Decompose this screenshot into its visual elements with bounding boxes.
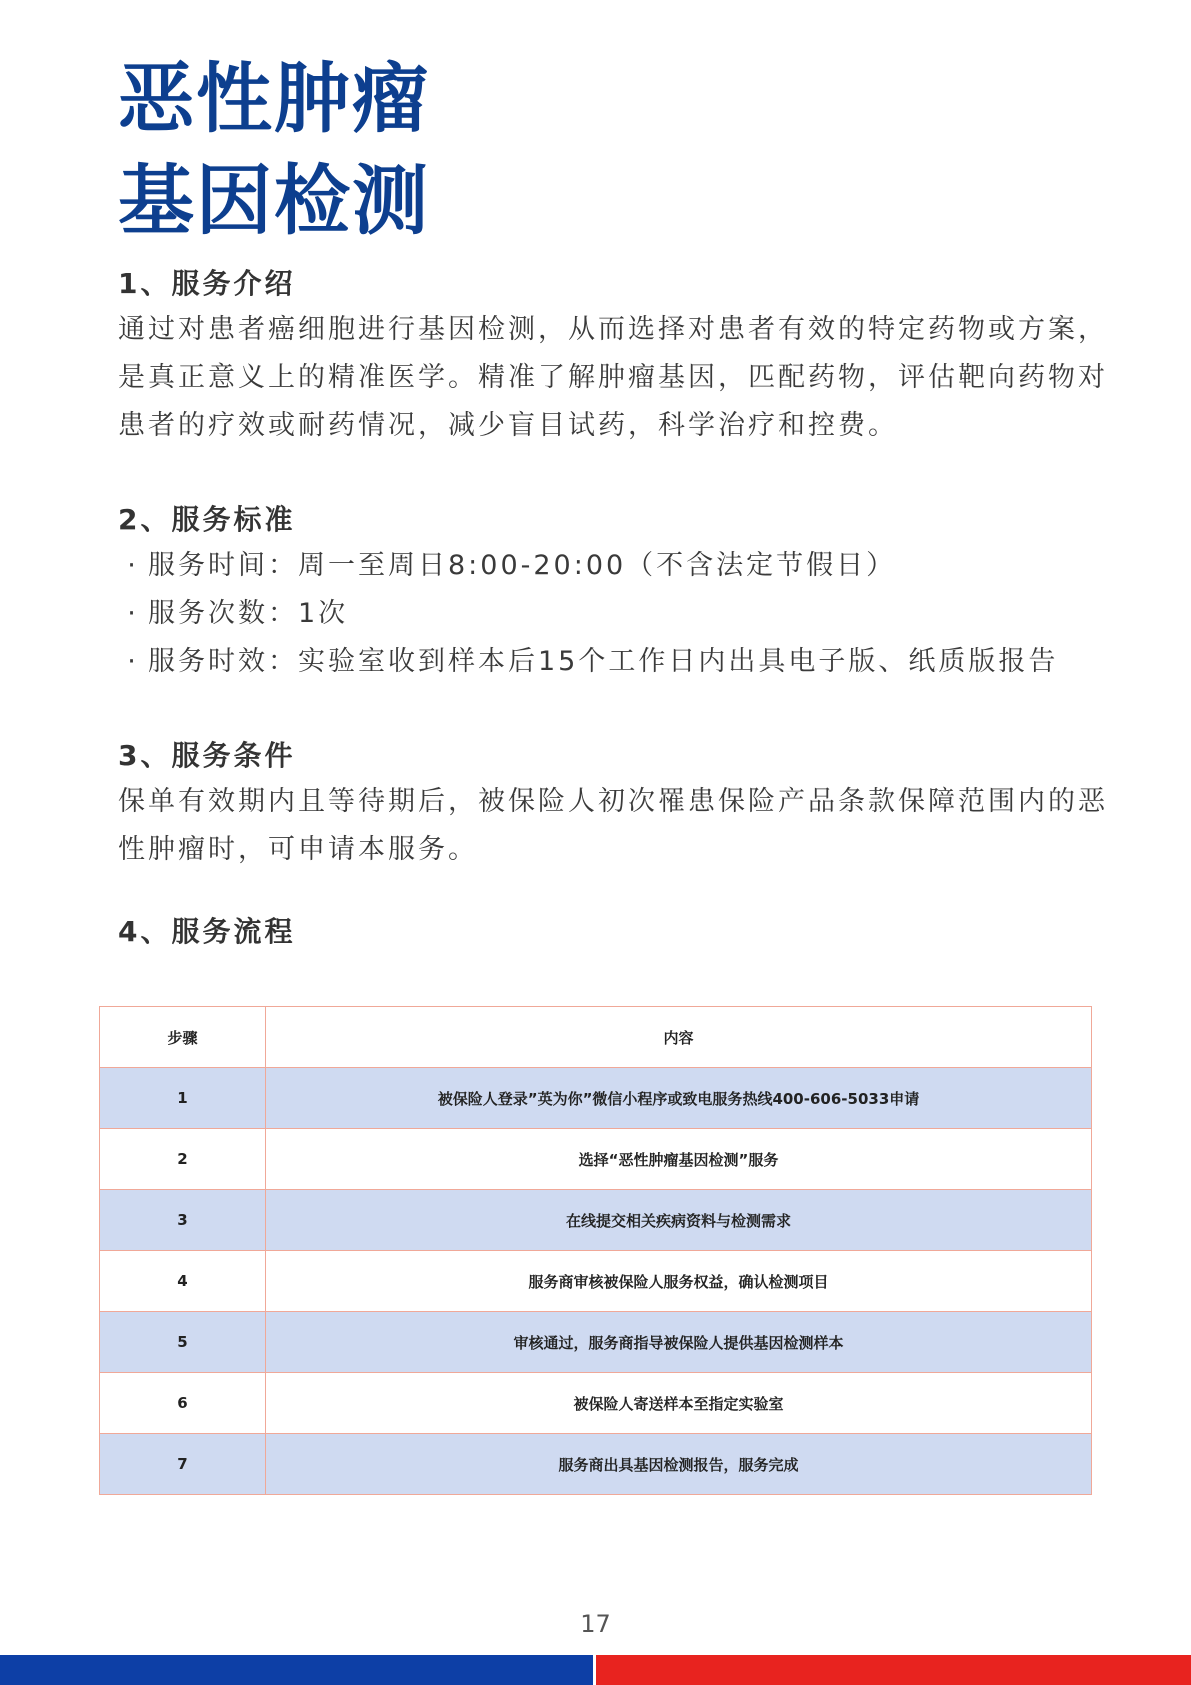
page-title [118, 48, 430, 252]
bullet-text: 服务时效：实验室收到样本后15个工作日内出具电子版、纸质版报告 [148, 646, 1059, 677]
section-heading-conditions: 3、服务条件 [118, 739, 296, 772]
table-row [100, 1190, 1092, 1251]
step-cell: 6 [100, 1373, 266, 1434]
process-table [99, 1006, 1092, 1495]
page-number: 17 [580, 1610, 611, 1638]
bullet-text: 服务时间：周一至周日8:00-20:00（不含法定节假日） [148, 550, 897, 581]
content-cell: 被保险人寄送样本至指定实验室 [266, 1373, 1092, 1434]
footer-bar-blue [0, 1655, 593, 1685]
table-header-row [100, 1007, 1092, 1068]
bullet-dot-icon: · [127, 550, 139, 581]
table-row [100, 1068, 1092, 1129]
header-content: 内容 [266, 1007, 1092, 1068]
bullet-item [118, 542, 1108, 590]
step-cell: 2 [100, 1129, 266, 1190]
step-cell: 5 [100, 1312, 266, 1373]
content-cell: 服务商审核被保险人服务权益，确认检测项目 [266, 1251, 1092, 1312]
step-cell: 1 [100, 1068, 266, 1129]
content-cell: 审核通过，服务商指导被保险人提供基因检测样本 [266, 1312, 1092, 1373]
section-heading-process: 4、服务流程 [118, 915, 296, 948]
header-step: 步骤 [100, 1007, 266, 1068]
step-cell: 4 [100, 1251, 266, 1312]
content-cell: 选择“恶性肿瘤基因检测”服务 [266, 1129, 1092, 1190]
section-heading-standard: 2、服务标准 [118, 503, 296, 536]
step-cell: 7 [100, 1434, 266, 1495]
page-title-line-2: 基因检测 [118, 156, 430, 245]
table-row [100, 1251, 1092, 1312]
conditions-text: 保单有效期内且等待期后，被保险人初次罹患保险产品条款保障范围内的恶性肿瘤时，可申请本服务。 [118, 786, 1108, 865]
table-row [100, 1129, 1092, 1190]
content-cell: 在线提交相关疾病资料与检测需求 [266, 1190, 1092, 1251]
table-row [100, 1434, 1092, 1495]
section-heading-intro: 1、服务介绍 [118, 267, 296, 300]
footer-bar-red [596, 1655, 1191, 1685]
step-cell: 3 [100, 1190, 266, 1251]
bullet-dot-icon: · [127, 598, 139, 629]
intro-text: 通过对患者癌细胞进行基因检测，从而选择对患者有效的特定药物或方案，是真正意义上的精准医学。精准了解肿瘤基因，匹配药物，评估靶向药物对患者的疗效或耐药情况，减少盲目试药，科学治疗和控费。 [118, 314, 1108, 441]
page-title-line-1: 恶性肿瘤 [118, 54, 430, 143]
bullet-dot-icon: · [127, 646, 139, 677]
table-row [100, 1373, 1092, 1434]
table-row [100, 1312, 1092, 1373]
bullet-text: 服务次数：1次 [148, 598, 349, 629]
content-cell: 被保险人登录”英为你”微信小程序或致电服务热线400-606-5033申请 [266, 1068, 1092, 1129]
content [118, 262, 1108, 954]
bullet-item [118, 638, 1108, 686]
bullet-item [118, 590, 1108, 638]
content-cell: 服务商出具基因检测报告，服务完成 [266, 1434, 1092, 1495]
